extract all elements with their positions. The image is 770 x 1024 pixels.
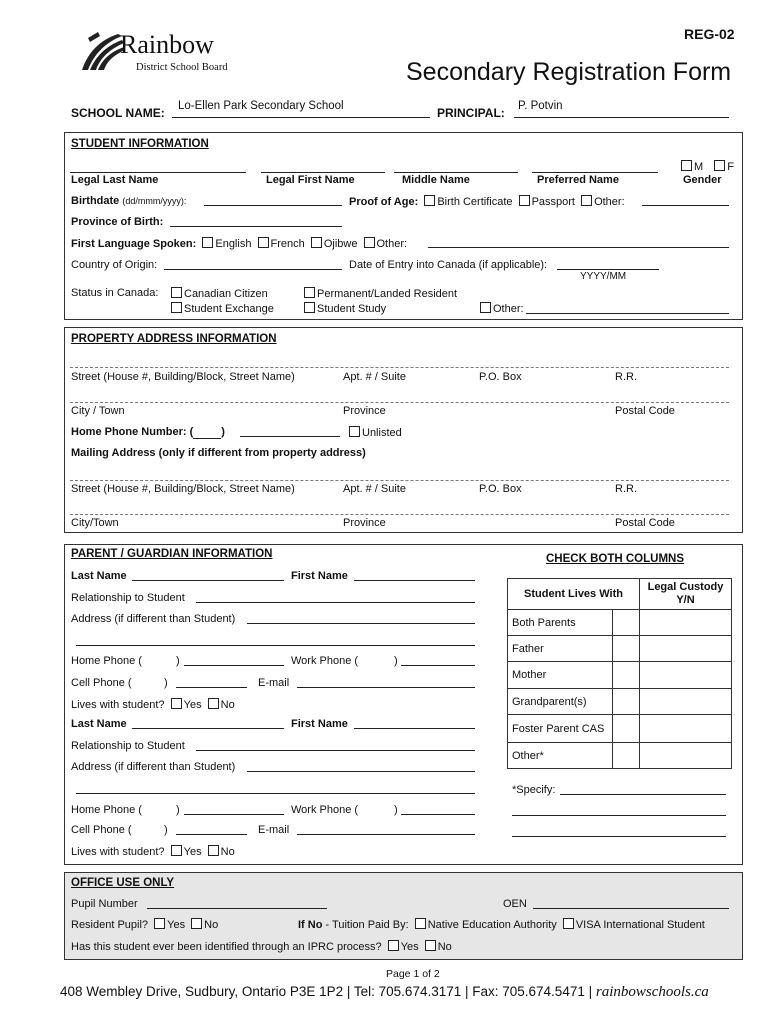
row-foster-lives-cell[interactable]	[613, 715, 640, 743]
parent1-lives-with-row: Lives with student? Yes No	[71, 699, 235, 711]
birthdate-field[interactable]	[204, 205, 342, 206]
parent2-email-field[interactable]	[297, 834, 475, 835]
proof-other-field[interactable]	[642, 205, 729, 206]
pupil-number-label: Pupil Number	[71, 898, 138, 910]
canadian-citizen-checkbox[interactable]	[171, 287, 182, 298]
parent1-relationship-field[interactable]	[196, 602, 475, 603]
mailing-street-label: Street (House #, Building/Block, Street Name)	[71, 483, 295, 495]
country-of-origin-field[interactable]	[164, 269, 342, 270]
parent2-lives-yes-checkbox[interactable]	[171, 845, 182, 856]
city-field[interactable]	[70, 402, 729, 403]
row-both-parents-lives-cell[interactable]	[613, 610, 640, 636]
parent1-work-phone-field[interactable]	[401, 665, 475, 666]
postal-code-label: Postal Code	[615, 405, 675, 417]
parent2-first-name-label: First Name	[291, 718, 348, 730]
mailing-apt-label: Apt. # / Suite	[343, 483, 406, 495]
parent1-address-field-2[interactable]	[76, 645, 475, 646]
row-both-parents-custody-cell[interactable]	[640, 610, 732, 636]
iprc-no-checkbox[interactable]	[425, 940, 436, 951]
parent1-cell-phone-label: Cell Phone (	[71, 677, 132, 689]
parent2-lives-with-row: Lives with student? Yes No	[71, 846, 235, 858]
permanent-resident-checkbox[interactable]	[304, 287, 315, 298]
parent1-first-name-label: First Name	[291, 570, 348, 582]
gender-label: Gender	[683, 174, 722, 186]
row-mother-custody-cell[interactable]	[640, 662, 732, 689]
mailing-province-label: Province	[343, 517, 386, 529]
mailing-address-label: Mailing Address (only if different from property address)	[71, 447, 366, 459]
row-grandparents-lives-cell[interactable]	[613, 689, 640, 715]
ojibwe-checkbox[interactable]	[311, 237, 322, 248]
parent2-lives-no-checkbox[interactable]	[208, 845, 219, 856]
row-foster-custody-cell[interactable]	[640, 715, 732, 743]
parent1-last-name-field[interactable]	[132, 580, 284, 581]
parent2-home-phone-label: Home Phone (	[71, 804, 142, 816]
oen-field[interactable]	[533, 908, 729, 909]
mailing-postal-code-label: Postal Code	[615, 517, 675, 529]
parent2-cell-phone-field[interactable]	[176, 834, 247, 835]
row-grandparents-label: Grandparent(s)	[508, 689, 613, 715]
parent1-home-phone-label: Home Phone (	[71, 655, 142, 667]
principal-value[interactable]: P. Potvin	[518, 100, 563, 112]
parent2-address-field-2[interactable]	[76, 793, 475, 794]
proof-of-age-row: Proof of Age: Birth Certificate Passport Other:	[349, 196, 625, 208]
parent1-home-phone-field[interactable]	[184, 665, 284, 666]
row-grandparents-custody-cell[interactable]	[640, 689, 732, 715]
language-other-checkbox[interactable]	[364, 237, 375, 248]
parent1-work-phone-label: Work Phone (	[291, 655, 359, 667]
mailing-rr-label: R.R.	[615, 483, 637, 495]
living-custody-table	[507, 578, 732, 769]
area-code-field[interactable]	[193, 426, 221, 439]
parent1-lives-yes-checkbox[interactable]	[171, 698, 182, 709]
parent2-relationship-label: Relationship to Student	[71, 740, 185, 752]
student-exchange-checkbox[interactable]	[171, 302, 182, 313]
row-mother-label: Mother	[508, 662, 613, 689]
status-permanent-option: Permanent/Landed Resident	[301, 287, 457, 300]
specify-field[interactable]	[560, 794, 726, 795]
po-box-label: P.O. Box	[479, 371, 522, 383]
gender-f-checkbox[interactable]	[714, 160, 725, 171]
date-of-entry-label: Date of Entry into Canada (if applicable):	[349, 259, 548, 271]
student-study-checkbox[interactable]	[304, 302, 315, 313]
school-name-label: SCHOOL NAME:	[71, 106, 165, 120]
parent2-email-label: E-mail	[258, 824, 290, 836]
resident-no-checkbox[interactable]	[191, 918, 202, 929]
status-other-field[interactable]	[526, 313, 729, 314]
page-title: Secondary Registration Form	[406, 58, 732, 86]
row-father-lives-cell[interactable]	[613, 636, 640, 662]
parent2-last-name-field[interactable]	[132, 728, 284, 729]
principal-label: PRINCIPAL:	[437, 106, 505, 120]
parent1-relationship-label: Relationship to Student	[71, 592, 185, 604]
parent2-address-label: Address (if different than Student)	[71, 761, 236, 773]
visa-student-checkbox[interactable]	[563, 918, 574, 929]
home-phone-field[interactable]	[240, 436, 340, 437]
office-use-heading: OFFICE USE ONLY	[71, 877, 175, 889]
mailing-city-field[interactable]	[70, 514, 729, 515]
parent2-cell-phone-label: Cell Phone (	[71, 824, 132, 836]
mailing-po-box-label: P.O. Box	[479, 483, 522, 495]
tuition-row: If No - Tuition Paid By: Native Education Authority VISA International Student	[298, 919, 705, 931]
student-info-heading: STUDENT INFORMATION	[71, 138, 209, 150]
language-other-field[interactable]	[428, 247, 729, 248]
specify-field-2[interactable]	[512, 815, 726, 816]
city-label: City / Town	[71, 405, 125, 417]
mailing-city-label: City/Town	[71, 517, 119, 529]
school-name-value[interactable]: Lo-Ellen Park Secondary School	[178, 100, 344, 112]
parent1-last-name-label: Last Name	[71, 570, 127, 582]
province-of-birth-field[interactable]	[170, 226, 342, 227]
parent1-address-field[interactable]	[247, 623, 475, 624]
row-father-custody-cell[interactable]	[640, 636, 732, 662]
passport-checkbox[interactable]	[519, 195, 530, 206]
province-label: Province	[343, 405, 386, 417]
parent2-address-field[interactable]	[247, 771, 475, 772]
resident-yes-checkbox[interactable]	[154, 918, 165, 929]
home-phone-row: Home Phone Number: ( )	[71, 426, 225, 438]
row-father-label: Father	[508, 636, 613, 662]
row-both-parents-label: Both Parents	[508, 610, 613, 636]
parent2-relationship-field[interactable]	[196, 750, 475, 751]
mailing-street-field[interactable]	[70, 480, 729, 481]
rr-label: R.R.	[615, 371, 637, 383]
french-checkbox[interactable]	[258, 237, 269, 248]
legal-custody-header: Legal Custody Y/N	[640, 579, 732, 610]
parent1-email-label: E-mail	[258, 677, 290, 689]
preferred-name-label: Preferred Name	[537, 174, 619, 186]
status-exchange-option: Student Exchange	[168, 302, 274, 315]
date-of-entry-format: YYYY/MM	[580, 271, 627, 282]
parent1-email-field[interactable]	[297, 687, 475, 688]
parent2-work-phone-field[interactable]	[401, 814, 475, 815]
row-mother-lives-cell[interactable]	[613, 662, 640, 689]
row-foster-label: Foster Parent CAS	[508, 715, 613, 743]
first-language-row: First Language Spoken: English French Ojibwe Other:	[71, 238, 408, 250]
status-citizen-option: Canadian Citizen	[168, 287, 268, 300]
specify-label: *Specify:	[512, 784, 556, 796]
birthdate-row: Birthdate (dd/mmm/yyyy):	[71, 195, 187, 207]
status-study-option: Student Study	[301, 302, 386, 315]
logo-name: Rainbow	[120, 30, 214, 59]
row-other-lives-cell[interactable]	[613, 743, 640, 769]
iprc-yes-checkbox[interactable]	[388, 940, 399, 951]
apt-label: Apt. # / Suite	[343, 371, 406, 383]
check-both-columns-heading: CHECK BOTH COLUMNS	[546, 553, 684, 565]
row-other-custody-cell[interactable]	[640, 743, 732, 769]
country-of-origin-label: Country of Origin:	[71, 259, 158, 271]
parent2-home-phone-field[interactable]	[184, 814, 284, 815]
logo-subtitle: District School Board	[136, 62, 228, 73]
status-in-canada-label: Status in Canada:	[71, 287, 159, 299]
province-of-birth-label: Province of Birth:	[71, 216, 164, 228]
page-number: Page 1 of 2	[386, 968, 440, 980]
native-education-checkbox[interactable]	[415, 918, 426, 929]
specify-field-3[interactable]	[512, 836, 726, 837]
pupil-number-field[interactable]	[147, 908, 327, 909]
english-checkbox[interactable]	[202, 237, 213, 248]
iprc-row: Has this student ever been identified through an IPRC process? Yes No	[71, 941, 452, 953]
property-address-heading: PROPERTY ADDRESS INFORMATION	[71, 333, 277, 345]
oen-label: OEN	[503, 898, 527, 910]
status-other-option: Other:	[477, 302, 524, 315]
resident-pupil-row: Resident Pupil? Yes No	[71, 919, 219, 931]
parent-guardian-heading: PARENT / GUARDIAN INFORMATION	[71, 548, 273, 560]
gender-checkboxes: M F	[678, 160, 734, 173]
date-of-entry-field[interactable]	[557, 269, 659, 270]
proof-other-checkbox[interactable]	[581, 195, 592, 206]
row-other-label: Other*	[508, 743, 613, 769]
parent1-cell-phone-field[interactable]	[176, 687, 247, 688]
parent2-work-phone-label: Work Phone (	[291, 804, 359, 816]
unlisted-option: Unlisted	[346, 426, 402, 439]
birth-certificate-checkbox[interactable]	[424, 195, 435, 206]
footer-contact	[60, 984, 709, 1001]
parent2-first-name-field[interactable]	[354, 728, 475, 729]
legal-first-name-label: Legal First Name	[266, 174, 355, 186]
footer-address: 408 Wembley Drive, Sudbury, Ontario P3E 1P2 | Tel: 705.674.3171 | Fax: 705.674.5471 |	[60, 984, 593, 999]
form-code: REG-02	[684, 26, 735, 42]
unlisted-checkbox[interactable]	[349, 426, 360, 437]
legal-last-name-label: Legal Last Name	[71, 174, 159, 186]
street-field[interactable]	[70, 367, 729, 368]
parent1-first-name-field[interactable]	[354, 580, 475, 581]
gender-m-checkbox[interactable]	[681, 160, 692, 171]
parent1-lives-no-checkbox[interactable]	[208, 698, 219, 709]
status-other-checkbox[interactable]	[480, 302, 491, 313]
middle-name-label: Middle Name	[402, 174, 470, 186]
footer-website[interactable]: rainbowschools.ca	[595, 984, 709, 1000]
parent1-address-label: Address (if different than Student)	[71, 613, 236, 625]
street-label: Street (House #, Building/Block, Street Name)	[71, 371, 295, 383]
student-lives-with-header: Student Lives With	[508, 579, 640, 610]
parent2-last-name-label: Last Name	[71, 718, 127, 730]
